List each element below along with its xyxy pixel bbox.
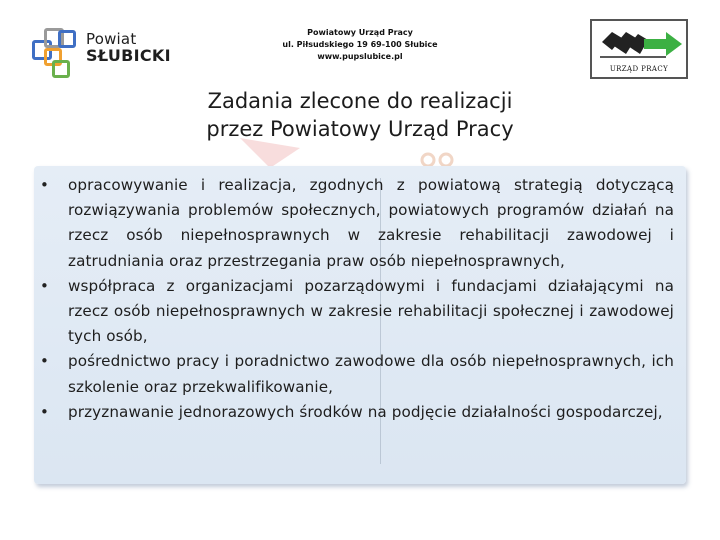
office-name: Powiatowy Urząd Pracy	[307, 28, 413, 37]
title-line1: Zadania zlecone do realizacji	[207, 89, 513, 113]
title-line2: przez Powiatowy Urząd Pracy	[206, 117, 514, 141]
logo-line2: SŁUBICKI	[86, 45, 171, 65]
office-address: ul. Piłsudskiego 19 69-100 Słubice	[282, 40, 438, 49]
bullet-marker: •	[40, 276, 49, 295]
list-item	[34, 400, 686, 425]
list-item-text: przyznawanie jednorazowych środków na podjęcie działalności gospodarczej,	[68, 402, 663, 421]
urzad-pracy-caption: URZĄD PRACY	[609, 65, 669, 73]
bullet-marker: •	[40, 352, 49, 371]
logo-line1: Powiat	[86, 30, 137, 48]
list-item-text: pośrednictwo pracy i poradnictwo zawodowe dla osób niepełnosprawnych, ich szkolenie oraz przekwalifikowanie,	[68, 352, 674, 396]
list-item	[34, 349, 686, 399]
urzad-pracy-logo	[590, 19, 688, 79]
task-list	[34, 173, 686, 425]
office-website: www.pupslubice.pl	[317, 52, 403, 61]
logo-text	[86, 32, 171, 65]
list-item-text: opracowywanie i realizacja, zgodnych z powiatową strategią dotyczącą rozwiązywania problemów społecznych, powiatowych programów działań na rzecz osób niepełnosprawnych w zakresie rehabilitacji zawodowej i zatrudniania oraz przestrzegania praw osób niepełnosprawnych,	[68, 176, 674, 270]
powiat-slubicki-logo	[30, 16, 172, 80]
list-item	[34, 274, 686, 350]
list-item-text: współpraca z organizacjami pozarządowymi i fundacjami działającymi na rzecz osób niepełnosprawnych w zakresie rehabilitacji społecznej i zawodowej tych osób,	[68, 276, 674, 346]
job-office-arrow-icon	[596, 24, 684, 62]
office-header	[240, 27, 480, 63]
bullet-marker: •	[40, 176, 49, 194]
bullet-marker: •	[40, 402, 49, 421]
logo-squares-icon	[30, 16, 82, 80]
list-item	[34, 173, 686, 274]
slide-title	[100, 87, 620, 143]
watermark-shape	[240, 138, 300, 168]
